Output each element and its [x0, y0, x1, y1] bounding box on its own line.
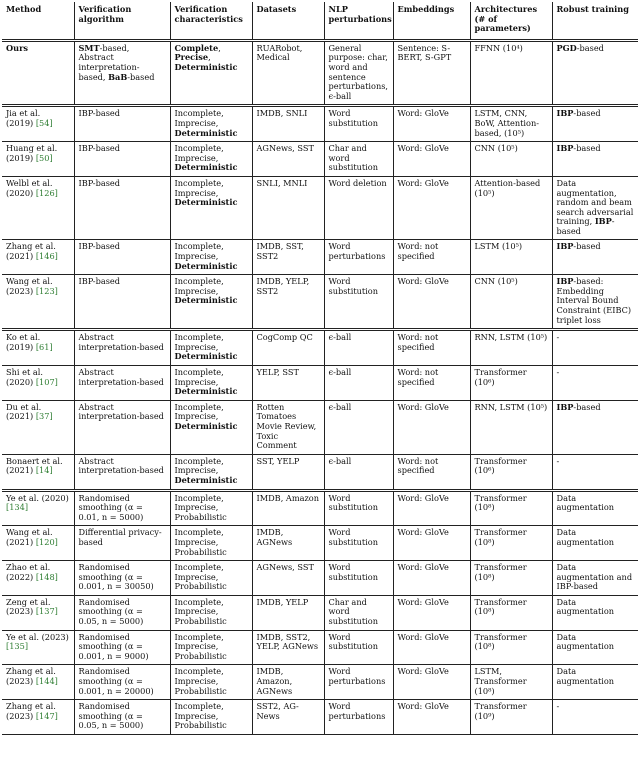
training-segment: -based	[556, 216, 615, 236]
header-robust-training: Robust training	[552, 2, 638, 40]
nlp-perturbations-cell: ϵ-ball	[324, 454, 393, 490]
header-nlp-perturbations: NLP perturbations	[324, 2, 393, 40]
table-row	[2, 630, 638, 665]
citation-link: [50]	[35, 152, 53, 163]
verification-characteristics-cell	[170, 330, 252, 366]
datasets-cell: IMDB, YELP	[252, 595, 324, 630]
training-segment: PGD	[556, 42, 577, 53]
method-cell	[2, 106, 74, 142]
table-row	[2, 366, 638, 401]
embeddings-cell: Word: GloVe	[393, 595, 470, 630]
datasets-cell: IMDB, AGNews	[252, 526, 324, 561]
citation-link: [137]	[35, 606, 58, 617]
datasets-cell: AGNews, SST	[252, 561, 324, 596]
header-architectures: Architectures (# of parameters)	[470, 2, 552, 40]
characteristics-segment: Incomplete, Imprecise, Probabilistic	[174, 701, 227, 731]
architectures-cell: Transformer (10⁶)	[470, 366, 552, 401]
algorithm-segment: Abstract interpretation-based	[78, 367, 164, 387]
table-row	[2, 665, 638, 700]
verification-algorithm-cell	[74, 330, 170, 366]
citation-link: [120]	[35, 536, 58, 547]
method-cell	[2, 700, 74, 735]
characteristics-segment: Incomplete, Imprecise,	[174, 401, 224, 422]
characteristics-segment: Deterministic	[174, 420, 238, 431]
method-name: Zhang et al. (2023)	[6, 666, 56, 687]
training-segment: Data augmentation	[556, 666, 615, 687]
nlp-perturbations-cell: Word perturbations	[324, 700, 393, 735]
training-segment: -based	[573, 108, 601, 119]
training-segment: -	[556, 367, 560, 377]
architectures-cell: LSTM, CNN, BoW, Attention-based, (10⁵)	[470, 106, 552, 142]
datasets-cell: SST2, AG-News	[252, 700, 324, 735]
architectures-cell: FFNN (10⁴)	[470, 40, 552, 106]
training-segment: Data augmentation	[556, 527, 615, 547]
algorithm-segment: Randomised smoothing (α = 0.01, n = 5000)	[78, 492, 144, 522]
architectures-cell: Transformer (10⁶)	[470, 454, 552, 490]
table-row	[2, 176, 638, 240]
training-segment: Data augmentation	[556, 631, 615, 652]
architectures-cell: Attention-based (10⁵)	[470, 176, 552, 240]
datasets-cell: IMDB, SNLI	[252, 106, 324, 142]
characteristics-segment: Incomplete, Imprecise,	[174, 276, 224, 296]
algorithm-segment: Randomised smoothing (α = 0.05, n = 5000)	[78, 596, 144, 627]
training-segment: -	[556, 701, 560, 712]
training-segment: Data augmentation and IBP-based	[556, 562, 633, 592]
embeddings-cell: Word: not specified	[393, 330, 470, 366]
characteristics-segment: Incomplete, Imprecise, Probabilistic	[174, 492, 227, 522]
algorithm-segment: Randomised smoothing (α = 0.001, n = 9000)	[78, 631, 149, 661]
verification-algorithm-cell	[74, 400, 170, 454]
characteristics-segment: Precise	[174, 52, 209, 63]
header-verification-algorithm: Verification algorithm	[74, 2, 170, 40]
header-embeddings: Embeddings	[393, 2, 470, 40]
architectures-cell: RNN, LSTM (10⁵)	[470, 330, 552, 366]
architectures-cell: Transformer (10⁹)	[470, 700, 552, 735]
comparison-table	[2, 2, 638, 735]
method-cell	[2, 526, 74, 561]
characteristics-segment: Incomplete, Imprecise, Probabilistic	[174, 631, 227, 661]
verification-characteristics-cell	[170, 595, 252, 630]
characteristics-segment: Deterministic	[174, 351, 238, 362]
algorithm-segment: Differential privacy-based	[78, 527, 162, 547]
algorithm-segment: IBP-based	[78, 276, 120, 287]
datasets-cell: IMDB, SST2, YELP, AGNews	[252, 630, 324, 665]
table-row	[2, 275, 638, 330]
datasets-cell: IMDB, SST, SST2	[252, 240, 324, 275]
citation-link: [54]	[35, 117, 53, 128]
characteristics-segment: Incomplete, Imprecise,	[174, 241, 224, 262]
embeddings-cell: Word: GloVe	[393, 106, 470, 142]
algorithm-segment: IBP-based	[78, 108, 120, 119]
method-name: Ko et al. (2019)	[6, 332, 41, 352]
verification-characteristics-cell	[170, 366, 252, 401]
characteristics-segment: Deterministic	[174, 474, 238, 485]
characteristics-segment: Incomplete, Imprecise, Probabilistic	[174, 596, 227, 627]
robust-training-cell	[552, 330, 638, 366]
method-cell	[2, 275, 74, 330]
architectures-cell: Transformer (10⁸)	[470, 630, 552, 665]
robust-training-cell	[552, 176, 638, 240]
algorithm-segment: Abstract interpretation-based	[78, 455, 164, 476]
robust-training-cell	[552, 490, 638, 526]
verification-characteristics-cell	[170, 630, 252, 665]
citation-link: [146]	[35, 251, 58, 262]
method-cell	[2, 454, 74, 490]
training-segment: IBP	[556, 143, 574, 154]
robust-training-cell	[552, 595, 638, 630]
verification-characteristics-cell	[170, 142, 252, 177]
algorithm-segment: Randomised smoothing (α = 0.05, n = 5000)	[78, 701, 144, 731]
training-segment: -	[556, 455, 560, 466]
datasets-cell: YELP, SST	[252, 366, 324, 401]
datasets-cell: RUARobot, Medical	[252, 40, 324, 106]
characteristics-segment: ,	[208, 52, 211, 63]
robust-training-cell	[552, 142, 638, 177]
characteristics-segment: Deterministic	[174, 295, 238, 306]
nlp-perturbations-cell: Word substitution	[324, 106, 393, 142]
training-segment: -based: Embedding Interval Bound Constraint (EIBC) triplet loss	[556, 276, 632, 325]
method-cell	[2, 240, 74, 275]
embeddings-cell: Word: GloVe	[393, 665, 470, 700]
table-body	[2, 40, 638, 734]
method-cell	[2, 630, 74, 665]
citation-link: [37]	[35, 411, 53, 422]
training-segment: IBP	[556, 276, 574, 287]
algorithm-segment: IBP-based	[78, 177, 120, 188]
robust-training-cell	[552, 106, 638, 142]
nlp-perturbations-cell: Word substitution	[324, 526, 393, 561]
training-segment: Data augmentation	[556, 492, 615, 513]
characteristics-segment: Deterministic	[174, 61, 238, 72]
architectures-cell: CNN (10⁵)	[470, 275, 552, 330]
algorithm-segment: Randomised smoothing (α = 0.001, n = 30050)	[78, 562, 154, 592]
header-row	[2, 2, 638, 40]
method-cell	[2, 330, 74, 366]
citation-link: [107]	[35, 376, 58, 387]
method-cell	[2, 595, 74, 630]
nlp-perturbations-cell: ϵ-ball	[324, 330, 393, 366]
nlp-perturbations-cell: ϵ-ball	[324, 400, 393, 454]
method-name: Wang et al. (2023)	[6, 276, 53, 296]
table-row	[2, 240, 638, 275]
table-row	[2, 700, 638, 735]
embeddings-cell: Word: GloVe	[393, 630, 470, 665]
algorithm-segment: Randomised smoothing (α = 0.001, n = 20000)	[78, 666, 154, 696]
training-segment: -	[556, 332, 560, 343]
method-cell	[2, 176, 74, 240]
characteristics-segment: Incomplete, Imprecise,	[174, 143, 224, 163]
datasets-cell: SNLI, MNLI	[252, 176, 324, 240]
table-row	[2, 106, 638, 142]
method-cell	[2, 142, 74, 177]
verification-algorithm-cell	[74, 142, 170, 177]
verification-algorithm-cell	[74, 630, 170, 665]
algorithm-segment: IBP-based	[78, 143, 120, 154]
training-segment: -based	[573, 241, 601, 252]
characteristics-segment: Deterministic	[174, 197, 238, 208]
verification-characteristics-cell	[170, 700, 252, 735]
method-name: Zhang et al. (2023)	[6, 701, 56, 721]
nlp-perturbations-cell: Word substitution	[324, 490, 393, 526]
embeddings-cell: Word: not specified	[393, 454, 470, 490]
datasets-cell: IMDB, Amazon	[252, 490, 324, 526]
table-row	[2, 454, 638, 490]
verification-characteristics-cell	[170, 665, 252, 700]
embeddings-cell: Word: GloVe	[393, 490, 470, 526]
verification-algorithm-cell	[74, 526, 170, 561]
robust-training-cell	[552, 400, 638, 454]
algorithm-segment: -based, Abstract interpretation-based,	[78, 42, 140, 82]
embeddings-cell: Word: GloVe	[393, 142, 470, 177]
method-cell	[2, 665, 74, 700]
nlp-perturbations-cell: Word deletion	[324, 176, 393, 240]
algorithm-segment: -based	[127, 71, 155, 82]
verification-algorithm-cell	[74, 240, 170, 275]
training-segment: -based	[573, 401, 601, 412]
characteristics-segment: Incomplete, Imprecise,	[174, 332, 224, 352]
robust-training-cell	[552, 665, 638, 700]
table-row	[2, 561, 638, 596]
algorithm-segment: BaB	[108, 71, 128, 82]
citation-link: [14]	[35, 465, 53, 476]
embeddings-cell: Word: GloVe	[393, 526, 470, 561]
architectures-cell: Transformer (10⁸)	[470, 490, 552, 526]
robust-training-cell	[552, 366, 638, 401]
characteristics-segment: Deterministic	[174, 127, 238, 138]
method-name: Du et al. (2021)	[6, 401, 42, 422]
training-segment: -based	[576, 42, 604, 53]
verification-characteristics-cell	[170, 275, 252, 330]
robust-training-cell	[552, 526, 638, 561]
citation-link: [123]	[35, 285, 58, 296]
nlp-perturbations-cell: Word perturbations	[324, 665, 393, 700]
embeddings-cell: Word: GloVe	[393, 400, 470, 454]
verification-characteristics-cell	[170, 176, 252, 240]
embeddings-cell: Word: GloVe	[393, 176, 470, 240]
method-name: Jia et al. (2019)	[6, 108, 41, 128]
embeddings-cell: Word: GloVe	[393, 561, 470, 596]
robust-training-cell	[552, 630, 638, 665]
characteristics-segment: Deterministic	[174, 162, 238, 173]
nlp-perturbations-cell: ϵ-ball	[324, 366, 393, 401]
table-row	[2, 595, 638, 630]
verification-algorithm-cell	[74, 366, 170, 401]
table-row	[2, 330, 638, 366]
method-name: Ye et al. (2023)	[6, 631, 69, 642]
nlp-perturbations-cell: Word substitution	[324, 275, 393, 330]
citation-link: [134]	[6, 502, 29, 513]
verification-algorithm-cell	[74, 595, 170, 630]
embeddings-cell: Word: not specified	[393, 366, 470, 401]
embeddings-cell: Sentence: S-BERT, S-GPT	[393, 40, 470, 106]
training-segment: IBP	[556, 401, 574, 412]
table-row	[2, 526, 638, 561]
table-row	[2, 142, 638, 177]
method-name: Welbl et al. (2020)	[6, 177, 53, 198]
method-name: Ours	[6, 42, 29, 53]
robust-training-cell	[552, 700, 638, 735]
verification-algorithm-cell	[74, 665, 170, 700]
method-cell	[2, 400, 74, 454]
training-segment: Data augmentation	[556, 596, 615, 617]
characteristics-segment: Incomplete, Imprecise,	[174, 367, 224, 387]
nlp-perturbations-cell: Char and word substitution	[324, 142, 393, 177]
verification-algorithm-cell	[74, 176, 170, 240]
method-name: Ye et al. (2020)	[6, 492, 69, 503]
method-cell	[2, 366, 74, 401]
architectures-cell: Transformer (10⁸)	[470, 561, 552, 596]
header-method: Method	[2, 2, 74, 40]
table-row	[2, 400, 638, 454]
algorithm-segment: Abstract interpretation-based	[78, 401, 164, 422]
characteristics-segment: Incomplete, Imprecise,	[174, 177, 224, 198]
header-datasets: Datasets	[252, 2, 324, 40]
table-row	[2, 40, 638, 106]
table-row	[2, 490, 638, 526]
verification-characteristics-cell	[170, 106, 252, 142]
characteristics-segment: Deterministic	[174, 260, 238, 271]
method-cell	[2, 561, 74, 596]
datasets-cell: AGNews, SST	[252, 142, 324, 177]
architectures-cell: LSTM (10⁵)	[470, 240, 552, 275]
citation-link: [148]	[35, 571, 58, 582]
characteristics-segment: Incomplete, Imprecise, Probabilistic	[174, 527, 227, 557]
robust-training-cell	[552, 454, 638, 490]
training-segment: IBP	[556, 108, 574, 119]
robust-training-cell	[552, 561, 638, 596]
verification-characteristics-cell	[170, 400, 252, 454]
architectures-cell: LSTM, Transformer (10⁸)	[470, 665, 552, 700]
architectures-cell: Transformer (10⁸)	[470, 526, 552, 561]
characteristics-segment: Incomplete, Imprecise,	[174, 455, 224, 476]
header-verification-characteristics: Verification characteristics	[170, 2, 252, 40]
verification-algorithm-cell	[74, 561, 170, 596]
method-cell	[2, 40, 74, 106]
characteristics-segment: Incomplete, Imprecise, Probabilistic	[174, 562, 227, 592]
datasets-cell: Rotten Tomatoes Movie Review, Toxic Comment	[252, 400, 324, 454]
verification-characteristics-cell	[170, 40, 252, 106]
citation-link: [126]	[35, 187, 58, 198]
citation-link: [144]	[35, 676, 58, 687]
characteristics-segment: Incomplete, Imprecise,	[174, 108, 224, 128]
algorithm-segment: Abstract interpretation-based	[78, 332, 164, 352]
verification-algorithm-cell	[74, 40, 170, 106]
citation-link: [135]	[6, 641, 29, 652]
verification-algorithm-cell	[74, 275, 170, 330]
embeddings-cell: Word: not specified	[393, 240, 470, 275]
datasets-cell: IMDB, YELP, SST2	[252, 275, 324, 330]
nlp-perturbations-cell: Word perturbations	[324, 240, 393, 275]
robust-training-cell	[552, 40, 638, 106]
citation-link: [61]	[35, 341, 53, 352]
method-cell	[2, 490, 74, 526]
embeddings-cell: Word: GloVe	[393, 275, 470, 330]
training-segment: Data augmentation, random and beam search adversarial training,	[556, 177, 634, 227]
architectures-cell: RNN, LSTM (10⁵)	[470, 400, 552, 454]
algorithm-segment: SMT	[78, 42, 100, 53]
verification-characteristics-cell	[170, 561, 252, 596]
citation-link: [147]	[35, 710, 58, 721]
robust-training-cell	[552, 240, 638, 275]
datasets-cell: IMDB, Amazon, AGNews	[252, 665, 324, 700]
verification-algorithm-cell	[74, 106, 170, 142]
verification-algorithm-cell	[74, 454, 170, 490]
characteristics-segment: ,	[218, 42, 221, 53]
characteristics-segment: Incomplete, Imprecise, Probabilistic	[174, 666, 227, 696]
verification-characteristics-cell	[170, 526, 252, 561]
algorithm-segment: IBP-based	[78, 241, 120, 252]
datasets-cell: SST, YELP	[252, 454, 324, 490]
architectures-cell: CNN (10⁵)	[470, 142, 552, 177]
nlp-perturbations-cell: Char and word substitution	[324, 595, 393, 630]
architectures-cell: Transformer (10⁸)	[470, 595, 552, 630]
training-segment: IBP	[594, 216, 612, 227]
method-name: Huang et al. (2019)	[6, 143, 58, 163]
method-name: Shi et al. (2020)	[6, 367, 43, 387]
characteristics-segment: Deterministic	[174, 386, 238, 397]
nlp-perturbations-cell: General purpose: char, word and sentence perturbations, ϵ-ball	[324, 40, 393, 106]
embeddings-cell: Word: GloVe	[393, 700, 470, 735]
nlp-perturbations-cell: Word substitution	[324, 630, 393, 665]
robust-training-cell	[552, 275, 638, 330]
method-name: Zeng et al. (2023)	[6, 596, 51, 617]
verification-characteristics-cell	[170, 240, 252, 275]
training-segment: IBP	[556, 241, 574, 252]
verification-algorithm-cell	[74, 490, 170, 526]
method-name: Bonaert et al. (2021)	[6, 455, 63, 476]
nlp-perturbations-cell: Word substitution	[324, 561, 393, 596]
datasets-cell: CogComp QC	[252, 330, 324, 366]
method-name: Zhao et al. (2022)	[6, 562, 51, 582]
verification-algorithm-cell	[74, 700, 170, 735]
method-name: Wang et al. (2021)	[6, 527, 53, 547]
method-name: Zhang et al. (2021)	[6, 241, 56, 262]
verification-characteristics-cell	[170, 454, 252, 490]
training-segment: -based	[573, 143, 601, 154]
characteristics-segment: Complete	[174, 42, 219, 53]
verification-characteristics-cell	[170, 490, 252, 526]
